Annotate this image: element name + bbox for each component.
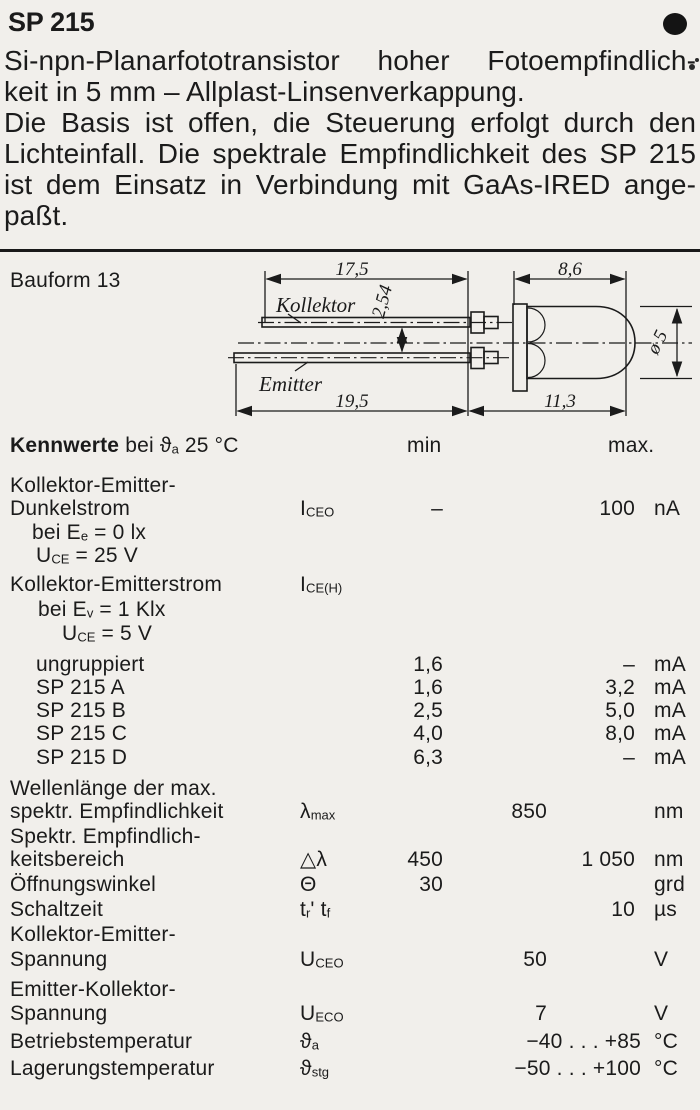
row-symbol: $U_{ECO}$ — [300, 1002, 344, 1025]
row-label: Kollektor-Emitter- — [10, 474, 176, 497]
row-unit: grd — [654, 873, 685, 896]
row-unit: mA — [654, 699, 686, 722]
registration-dot-icon — [663, 13, 687, 35]
table-title-bold: Kennwerte — [10, 434, 120, 457]
row-max-value: – — [623, 653, 635, 676]
row-symbol: $ϑ_a$ — [300, 1030, 319, 1053]
row-label: Spannung — [10, 1002, 108, 1025]
package-flange — [513, 304, 527, 391]
package-outline-label: Bauform 13 — [10, 269, 121, 292]
row-label: SP 215 A — [36, 676, 125, 699]
page-title: SP 215 — [8, 7, 95, 37]
row-label: SP 215 D — [36, 746, 128, 769]
row-typ-value: 850 — [511, 800, 547, 823]
intro-line: paßt. — [4, 200, 69, 231]
row-symbol: $ϑ_{stg}$ — [300, 1057, 330, 1080]
row-label: keitsbereich — [10, 848, 125, 871]
row-symbol: $\lambda_{max}$ — [300, 800, 336, 823]
dim-17-5: 17,5 — [335, 259, 369, 280]
row-unit: mA — [654, 722, 686, 745]
row-label: Schaltzeit — [10, 898, 104, 921]
intro-line: Si-npn-Planarfototransistor hoher Fotoempfindlich- — [4, 45, 696, 76]
row-range-value: −40 . . . +85 — [526, 1030, 641, 1053]
row-label: bei $E_e = 0$ lx — [32, 521, 147, 544]
row-max-value: – — [623, 746, 635, 769]
row-label: $U_{CE} = 5$ V — [62, 622, 153, 645]
row-min-value: 4,0 — [413, 722, 443, 745]
row-max-value: 3,2 — [605, 676, 635, 699]
row-label: ungruppiert — [36, 653, 145, 676]
row-symbol: △λ — [300, 848, 328, 871]
row-max-value: 10 — [611, 898, 635, 921]
column-header-min: min — [407, 434, 442, 457]
intro-line: ist dem Einsatz in Verbindung mit GaAs-IRED ange- — [4, 169, 696, 200]
dim-11-3: 11,3 — [544, 391, 576, 412]
row-symbol: $I_{CEO}$ — [300, 497, 335, 520]
row-label: Dunkelstrom — [10, 497, 131, 520]
row-label: spektr. Empfindlichkeit — [10, 800, 224, 823]
row-label: SP 215 B — [36, 699, 126, 722]
row-range-value: −50 . . . +100 — [514, 1057, 641, 1080]
row-typ-value: 50 — [523, 948, 547, 971]
row-label: bei $E_v = 1$ Klx — [38, 598, 166, 621]
row-label: Betriebstemperatur — [10, 1030, 193, 1053]
row-min-value: 6,3 — [413, 746, 443, 769]
row-max-value: 5,0 — [605, 699, 635, 722]
intro-line: Lichteinfall. Die spektrale Empfindlichkeit des SP 215 — [4, 138, 696, 169]
dim-diameter: ø 5 — [643, 327, 673, 358]
row-max-value: 8,0 — [605, 722, 635, 745]
row-unit: V — [654, 948, 669, 971]
dim-8-6: 8,6 — [558, 259, 582, 280]
row-unit: V — [654, 1002, 669, 1025]
row-unit: µs — [654, 898, 677, 921]
row-max-value: 1 050 — [581, 848, 635, 871]
row-label: Emitter-Kollektor- — [10, 978, 176, 1001]
row-label: $U_{CE} = 25$ V — [36, 544, 139, 567]
row-symbol: Θ — [300, 873, 317, 896]
row-unit: °C — [654, 1057, 678, 1080]
intro-line: keit in 5 mm – Allplast-Linsenverkappung. — [4, 76, 525, 107]
dim-19-5: 19,5 — [335, 391, 369, 412]
collector-label: Kollektor — [276, 293, 356, 317]
row-min-value: 2,5 — [413, 699, 443, 722]
intro-line: Die Basis ist offen, die Steuerung erfolgt durch den — [4, 107, 696, 138]
row-label: Spannung — [10, 948, 108, 971]
row-unit: mA — [654, 676, 686, 699]
table-title — [10, 434, 239, 458]
intro-paragraphs — [4, 45, 696, 231]
dim-2-54: 2,54 — [368, 282, 397, 321]
row-label: Öffnungswinkel — [10, 873, 156, 896]
row-symbol: $I_{CE(H)}$ — [300, 573, 343, 596]
row-unit: mA — [654, 746, 686, 769]
row-label: Wellenlänge der max. — [10, 777, 217, 800]
row-label: Kollektor-Emitter- — [10, 923, 176, 946]
row-label: Lagerungstemperatur — [10, 1057, 215, 1080]
row-min-value: – — [431, 497, 443, 520]
row-min-value: 450 — [407, 848, 443, 871]
row-unit: nm — [654, 800, 684, 823]
table-title-rest: bei $ϑ_a$ 25 °C — [119, 434, 239, 457]
row-unit: nA — [654, 497, 681, 520]
package-drawing — [0, 250, 700, 430]
row-unit: nm — [654, 848, 684, 871]
row-label: SP 215 C — [36, 722, 128, 745]
row-label: Spektr. Empfindlich- — [10, 825, 201, 848]
row-label: Kollektor-Emitterstrom — [10, 573, 223, 596]
row-min-value: 1,6 — [413, 653, 443, 676]
row-max-value: 100 — [599, 497, 635, 520]
row-unit: mA — [654, 653, 686, 676]
row-unit: °C — [654, 1030, 678, 1053]
row-min-value: 1,6 — [413, 676, 443, 699]
row-min-value: 30 — [419, 873, 443, 896]
emitter-label: Emitter — [259, 372, 322, 396]
column-header-max: max. — [608, 434, 655, 457]
row-symbol: $t_r'$ $t_f$ — [300, 898, 331, 921]
row-typ-value: 7 — [535, 1002, 547, 1025]
row-symbol: $U_{CEO}$ — [300, 948, 344, 971]
